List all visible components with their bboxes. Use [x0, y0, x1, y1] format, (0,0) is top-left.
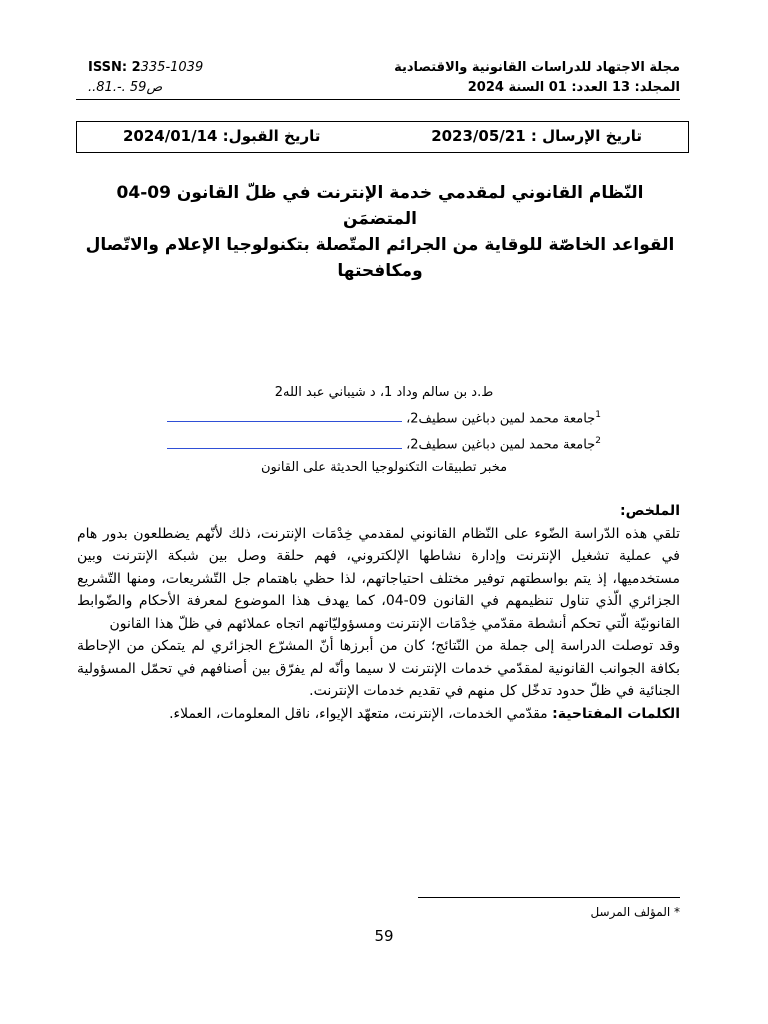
issn — [88, 58, 288, 78]
submission-date: تاريخ الإرسال : 2023/05/21 — [431, 127, 642, 145]
paper-title — [80, 180, 680, 284]
issn-label: ISSN: 2 — [88, 60, 141, 75]
title-line-1: النّظام القانوني لمقدمي خدمة الإنترنت في ظلّ القانون 09-04 المتضمَن — [116, 183, 644, 229]
acceptance-date: تاريخ القبول: 2024/01/14 — [123, 127, 321, 145]
email-link-2[interactable] — [167, 438, 402, 449]
abstract — [77, 500, 680, 725]
affiliation-2 — [130, 430, 638, 456]
footnote: * المؤلف المرسل — [590, 905, 680, 919]
journal-header — [360, 58, 680, 98]
abstract-paragraph-2: وقد توصلت الدراسة إلى جملة من النّتائج؛ كان من أبرزها أنّ المشرّع الجزائري لم يتمكن من الإحاطة بكافة الجوانب القانونية لمقدّمي خدمات الإنترنت لا سيما وأنّه لم يفرّق بين أصنافهم في تحمّل المسؤولية الجنائية في ظلّ حدود تدخّل كل منهم في تقديم خدمات الإنترنت. — [77, 638, 680, 699]
author-names: ط.د بن سالم وداد 1، د شيباني عبد الله2 — [274, 385, 494, 400]
issn-number: 335-1039 — [140, 60, 204, 75]
affiliation-2-text: جامعة محمد لمين دباغين سطيف2، — [406, 437, 596, 453]
title-line-2: القواعد الخاصّة للوقاية من الجرائم المتّصلة بتكنولوجيا الإعلام والاتّصال — [85, 235, 675, 255]
authors-block — [130, 382, 638, 479]
title-line-3: ومكافحتها — [337, 261, 423, 281]
affiliation-2-sup: 2 — [595, 436, 601, 447]
journal-name: مجلة الاجتهاد للدراسات القانونية والاقتصادية — [394, 60, 680, 75]
email-link-1[interactable] — [167, 411, 402, 422]
volume-line: المجلد: 13 العدد: 01 السنة 2024 — [467, 80, 680, 95]
abstract-paragraph-1: تلقي هذه الدّراسة الضّوء على النّظام القانوني لمقدمي خِدْمَات الإنترنت، ذلك لأنّهم يضطلعون بدور هام في عملية تشغيل الإنترنت وإدارة نشاطها الإلكتروني، فهم حلقة وصل بين شبكة الإنترنت وبين مستخدميها، إذ يتم بواسطتهم توفير مختلف احتياجاتهم، لذا حظي باهتمام جل التّشريعات، ومنها التّشريع الجزائري الّذي تناول تنظيمهم في القانون 09-04، كما يهدف هذا الموضوع لمعرفة الأحكام والضّوابط القانونيّة الّتي تحكم أنشطة مقدّمي خِدْمَات الإنترنت ومسؤوليّاتهم اتجاه عملائهم في ظلّ هذا القانون — [77, 525, 680, 632]
affiliation-1-text: جامعة محمد لمين دباغين سطيف2، — [406, 411, 596, 427]
page-range: ص59 .-.81.. — [88, 80, 163, 95]
affiliation-1-sup: 1 — [595, 410, 601, 420]
keywords-text: مقدّمي الخدمات، الإنترنت، متعهّد الإيواء، ناقل المعلومات، العملاء. — [169, 705, 548, 722]
footnote-divider — [418, 897, 680, 898]
lab-name: مخبر تطبيقات التكنولوجيا الحديثة على القانون — [260, 459, 508, 475]
keywords-line — [77, 703, 680, 726]
keywords-label: الكلمات المفتاحية: — [552, 705, 680, 722]
header-divider — [76, 99, 680, 100]
page-number: 59 — [374, 927, 394, 945]
issn-header — [88, 58, 288, 98]
dates-box — [76, 121, 689, 153]
affiliation-1 — [130, 404, 638, 430]
abstract-heading: الملخص: — [620, 503, 680, 519]
